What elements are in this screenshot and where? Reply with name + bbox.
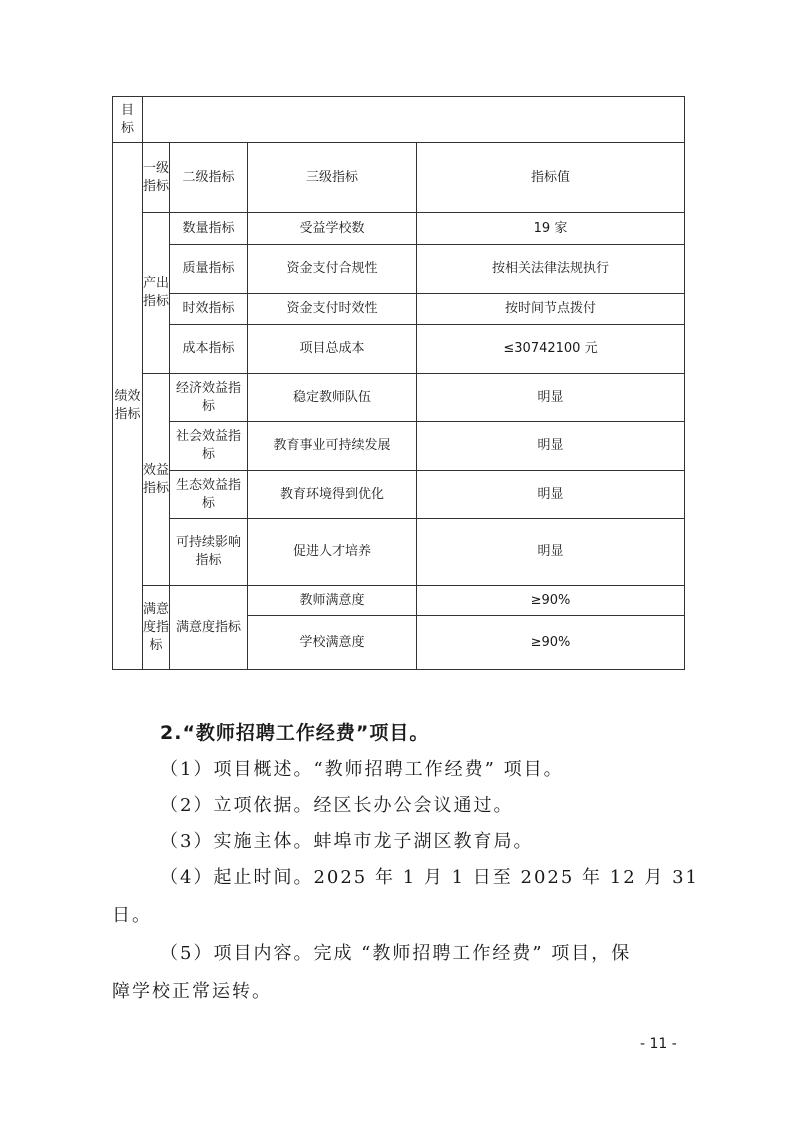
- header-level1: 一级指标: [143, 143, 170, 213]
- paragraph-subject: （3）实施主体。蚌埠市龙子湖区教育局。: [160, 831, 534, 852]
- table-cell-value: 明显: [417, 422, 685, 471]
- table-cell-l2: 经济效益指标: [170, 374, 248, 422]
- table-cell-value: 明显: [417, 374, 685, 422]
- header-value: 指标值: [417, 143, 685, 213]
- paragraph-period: （4）起止时间。2025 年 1 月 1 日至 2025 年 12 月 31: [160, 867, 699, 888]
- performance-table: [112, 96, 685, 670]
- table-cell-value: 19 家: [417, 213, 685, 245]
- table-cell-l3: 学校满意度: [248, 616, 417, 670]
- table-cell-value: 明显: [417, 471, 685, 519]
- table-cell-l3: 教师满意度: [248, 586, 417, 616]
- section-title: 2.“教师招聘工作经费”项目。: [160, 722, 430, 744]
- table-cell-l2: 成本指标: [170, 325, 248, 374]
- paragraph-content-cont: 障学校正常运转。: [112, 981, 272, 1002]
- table-cell-l3: 教育事业可持续发展: [248, 422, 417, 471]
- page-number: - 11 -: [640, 1036, 677, 1052]
- table-cell-value: 按时间节点拨付: [417, 294, 685, 325]
- table-cell-l3: 资金支付合规性: [248, 245, 417, 294]
- benefit-indicator-label: 效益指标: [143, 374, 170, 586]
- table-cell-l3: 教育环境得到优化: [248, 471, 417, 519]
- paragraph-overview: （1）项目概述。“教师招聘工作经费” 项目。: [160, 759, 564, 780]
- goal-content: [143, 97, 685, 143]
- table-cell-l3: 稳定教师队伍: [248, 374, 417, 422]
- table-cell-l2: 可持续影响指标: [170, 519, 248, 586]
- satisfaction-indicator-label: 满意度指标: [143, 586, 170, 670]
- table-cell-value: ≥90%: [417, 616, 685, 670]
- table-cell-l2: 社会效益指标: [170, 422, 248, 471]
- paragraph-basis: （2）立项依据。经区长办公会议通过。: [160, 795, 514, 816]
- output-indicator-label: 产出指标: [143, 213, 170, 374]
- paragraph-content: （5）项目内容。完成 “教师招聘工作经费” 项目，保: [160, 943, 632, 964]
- perf-indicator-label: 绩效指标: [113, 143, 143, 670]
- table-cell-l2: 数量指标: [170, 213, 248, 245]
- table-cell-l3: 促进人才培养: [248, 519, 417, 586]
- table-cell-value: ≥90%: [417, 586, 685, 616]
- table-cell-value: 明显: [417, 519, 685, 586]
- header-level3: 三级指标: [248, 143, 417, 213]
- table-cell-l2: 生态效益指标: [170, 471, 248, 519]
- table-cell-value: 按相关法律法规执行: [417, 245, 685, 294]
- goal-label: 目标: [113, 97, 143, 143]
- table-cell-l3: 资金支付时效性: [248, 294, 417, 325]
- satisfaction-level2: 满意度指标: [170, 586, 248, 670]
- paragraph-period-cont: 日。: [112, 905, 152, 926]
- table-cell-l3: 项目总成本: [248, 325, 417, 374]
- table-cell-value: ≤30742100 元: [417, 325, 685, 374]
- table-cell-l2: 时效指标: [170, 294, 248, 325]
- header-level2: 二级指标: [170, 143, 248, 213]
- table-cell-l3: 受益学校数: [248, 213, 417, 245]
- table-cell-l2: 质量指标: [170, 245, 248, 294]
